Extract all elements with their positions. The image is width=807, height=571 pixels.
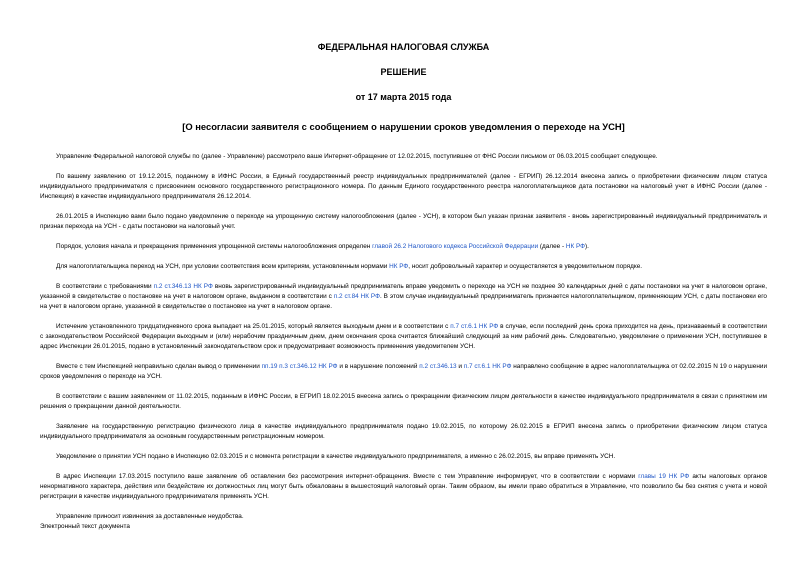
paragraph-7-text-a: Истечение установленного тридцатидневного срока выпадает на 25.01.2015, который является выходным днем и в соответствии с xyxy=(56,323,451,331)
closing-apology: Управление приносит извинения за доставленные неудобства. xyxy=(56,512,244,520)
paragraph-8-text-d: направлено сообщение в адрес налогоплательщика от 02.02.2015 N 19 о нарушении сроков уведомления о переходе на УСН. xyxy=(40,362,768,380)
paragraph-8-text-a: Вместе с тем Инспекцией неправильно сделан вывод о применении xyxy=(56,362,262,370)
paragraph-7 xyxy=(40,322,767,351)
link-art-346-13-p2[interactable]: п.2 ст.346.13 xyxy=(419,362,457,370)
paragraph-4-text-a: Порядок, условия начала и прекращения применения упрощенной системы налогообложения определен xyxy=(56,242,373,250)
paragraph-6 xyxy=(40,282,767,311)
paragraph-7-text-b: в случае, если последний день срока приходится на день, признаваемый в соответствии с законодательством Российской Федерации выходным и (или) нерабочим праздничным днем, днем окончания срока считается ближайший следующий за ним рабочий день. Следовательно, уведомление о применении УСН, поступившее в адрес Инспекции 26.01.2015, подано в установленный законодательством срок и предусматривает возможность применения уведомителем УСН. xyxy=(40,323,767,350)
paragraph-4 xyxy=(40,242,767,252)
link-chapter-26-2[interactable]: главой 26.2 Налогового кодекса Российской Федерации xyxy=(372,242,539,250)
document-date: от 17 марта 2015 года xyxy=(355,92,452,102)
paragraph-4-text-b: (далее - xyxy=(538,242,566,250)
paragraph-12 xyxy=(40,472,767,501)
paragraph-5-text-b: , носит добровольный характер и осуществляется в уведомительном порядке. xyxy=(408,263,643,271)
paragraph-11: Уведомление о принятии УСН подано в Инспекцию 02.03.2015 и с момента регистрации в качестве индивидуального предпринимателя, а именно с 26.02.2015, вы вправе применять УСН. xyxy=(56,452,616,460)
paragraph-5 xyxy=(40,262,767,272)
link-art-84[interactable]: п.2 ст.84 НК РФ xyxy=(333,293,380,301)
paragraph-8 xyxy=(40,362,767,382)
paragraph-3: 26.01.2015 в Инспекцию вами было подано уведомление о переходе на упрощенную систему налогообложения (далее - УСН), в котором был указан признак заявителя - вновь зарегистрированный индивидуальный предприниматель и признак перехода на УСН - с даты постановки на налоговый учет. xyxy=(40,212,767,230)
paragraph-8-text-c: и xyxy=(456,362,464,370)
link-nk-rf[interactable]: НК РФ xyxy=(565,242,586,250)
paragraph-10: Заявление на государственную регистрацию физического лица в качестве индивидуального предпринимателя подано 19.02.2015, по которому 26.02.2015 в ЕГРИП внесена запись о приобретении физическим лицом статуса индивидуального предпринимателя за основным государственным регистрационным номером. xyxy=(40,422,767,440)
link-nk-rf-norms[interactable]: НК РФ xyxy=(389,263,409,271)
paragraph-5-text-a: Для налогоплательщика переход на УСН, при условии соответствия всем критериям, установленным нормами xyxy=(56,263,390,271)
document-title: [О несогласии заявителя с сообщением о нарушении сроков уведомления о переходе на УСН] xyxy=(182,121,625,132)
paragraph-6-text-b: вновь зарегистрированный индивидуальный предприниматель вправе уведомить о переходе на УСН не позднее 30 календарных дней с даты постановки на учет в налоговом органе, указанной в свидетельстве о постановке на учет в налоговом органе, выданном в соответствии с xyxy=(40,283,767,301)
paragraph-8-text-b: и в нарушение положений xyxy=(337,362,420,370)
paragraph-12-text-a: В адрес Инспекции 17.03.2015 поступило ваше заявление об оставлении без рассмотрения интернет-обращения. Вместе с тем Управление информирует, что в соответствии с нормами xyxy=(56,473,639,481)
link-chapter-19[interactable]: главы 19 НК РФ xyxy=(638,473,690,481)
agency-name: ФЕДЕРАЛЬНАЯ НАЛОГОВАЯ СЛУЖБА xyxy=(317,42,490,52)
paragraph-4-text-c: ). xyxy=(585,242,589,250)
paragraph-1: Управление Федеральной налоговой службы по (далее - Управление) рассмотрело ваше Интернет-обращение от 12.02.2015, поступившее от ФНС России письмом от 06.03.2015 сообщает следующее. xyxy=(56,153,658,160)
document-type: РЕШЕНИЕ xyxy=(380,67,427,77)
link-art-346-13[interactable]: п.2 ст.346.13 НК РФ xyxy=(153,283,213,291)
link-art-6-1[interactable]: п.7 ст.6.1 НК РФ xyxy=(450,323,499,331)
electronic-text-note: Электронный текст документа xyxy=(40,522,130,530)
paragraph-12-text-b: акты налоговых органов ненормативного характера, действия или бездействие их должностных лиц могут быть обжалованы в вышестоящий налоговый орган. Таким образом, вы имели право обратиться в Управление, что позволило бы без снятия с учета и новой регистрации в качестве индивидуального предпринимателя применять УСН. xyxy=(40,473,767,500)
paragraph-2: По вашему заявлению от 19.12.2015, поданному в ИФНС России, в Единый государственный реестр индивидуальных предпринимателей (далее - ЕГРИП) 26.12.2014 внесена запись о приобретении физическим лицом статуса индивидуального предпринимателя с присвоением основного государственного регистрационного номера. По данным Единого государственного реестра налогоплательщиков дата постановки на налоговый учет в ИФНС России (далее - Инспекция) в качестве индивидуального предпринимателя 26.12.2014. xyxy=(40,173,767,200)
paragraph-6-text-c: . В этом случае индивидуальный предприниматель признается налогоплательщиком, применяющим УСН, с даты постановки его на учет в налоговом органе, указанной в свидетельстве о постановке на учет в налоговом органе. xyxy=(40,293,767,310)
link-art-6-1-p7[interactable]: п.7 ст.6.1 НК РФ xyxy=(463,362,512,370)
link-art-346-12[interactable]: пп.19 п.3 ст.346.12 НК РФ xyxy=(261,362,338,370)
paragraph-6-text-a: В соответствии с требованиями xyxy=(56,283,154,291)
paragraph-9: В соответствии с вашим заявлением от 11.02.2015, поданным в ИФНС России, в ЕГРИП 18.02.2015 внесена запись о прекращении физическим лицом деятельности в качестве индивидуального предпринимателя в связи с принятием им решения о прекращении данной деятельности. xyxy=(40,392,767,410)
